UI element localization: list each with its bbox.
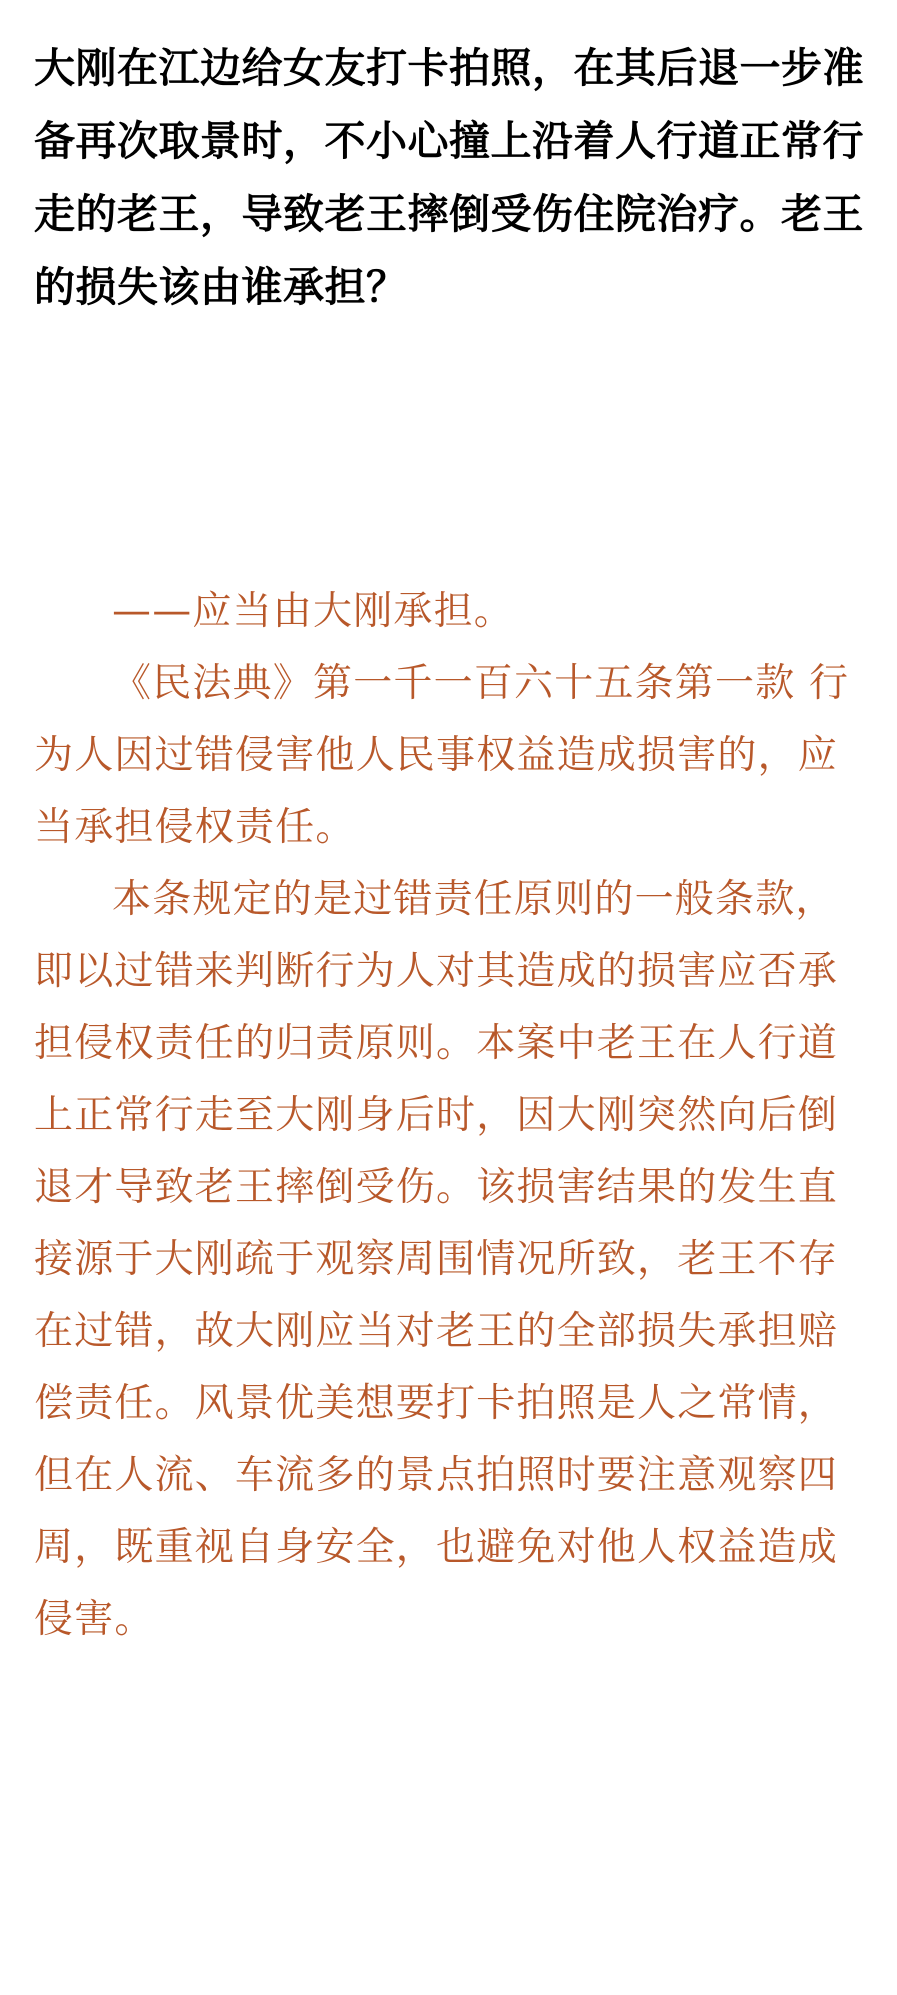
answer-section <box>34 576 866 1656</box>
case-analysis: 本条规定的是过错责任原则的一般条款，即以过错来判断行为人对其造成的损害应否承担侵权责任的归责原则。本案中老王在人行道上正常行走至大刚身后时，因大刚突然向后倒退才导致老王摔倒受伤。该损害结果的发生直接源于大刚疏于观察周围情况所致，老王不存在过错，故大刚应当对老王的全部损失承担赔偿责任。风景优美想要打卡拍照是人之常情，但在人流、车流多的景点拍照时要注意观察四周，既重视自身安全，也避免对他人权益造成侵害。 <box>34 877 839 1642</box>
law-citation: 《民法典》第一千一百六十五条第一款 行为人因过错侵害他人民事权益造成损害的，应当承担侵权责任。 <box>34 661 850 850</box>
answer-conclusion: ——应当由大刚承担。 <box>112 589 515 634</box>
question-heading: 大刚在江边给女友打卡拍照，在其后退一步准备再次取景时，不小心撞上沿着人行道正常行走的老王，导致老王摔倒受伤住院治疗。老王的损失该由谁承担？ <box>34 44 864 311</box>
